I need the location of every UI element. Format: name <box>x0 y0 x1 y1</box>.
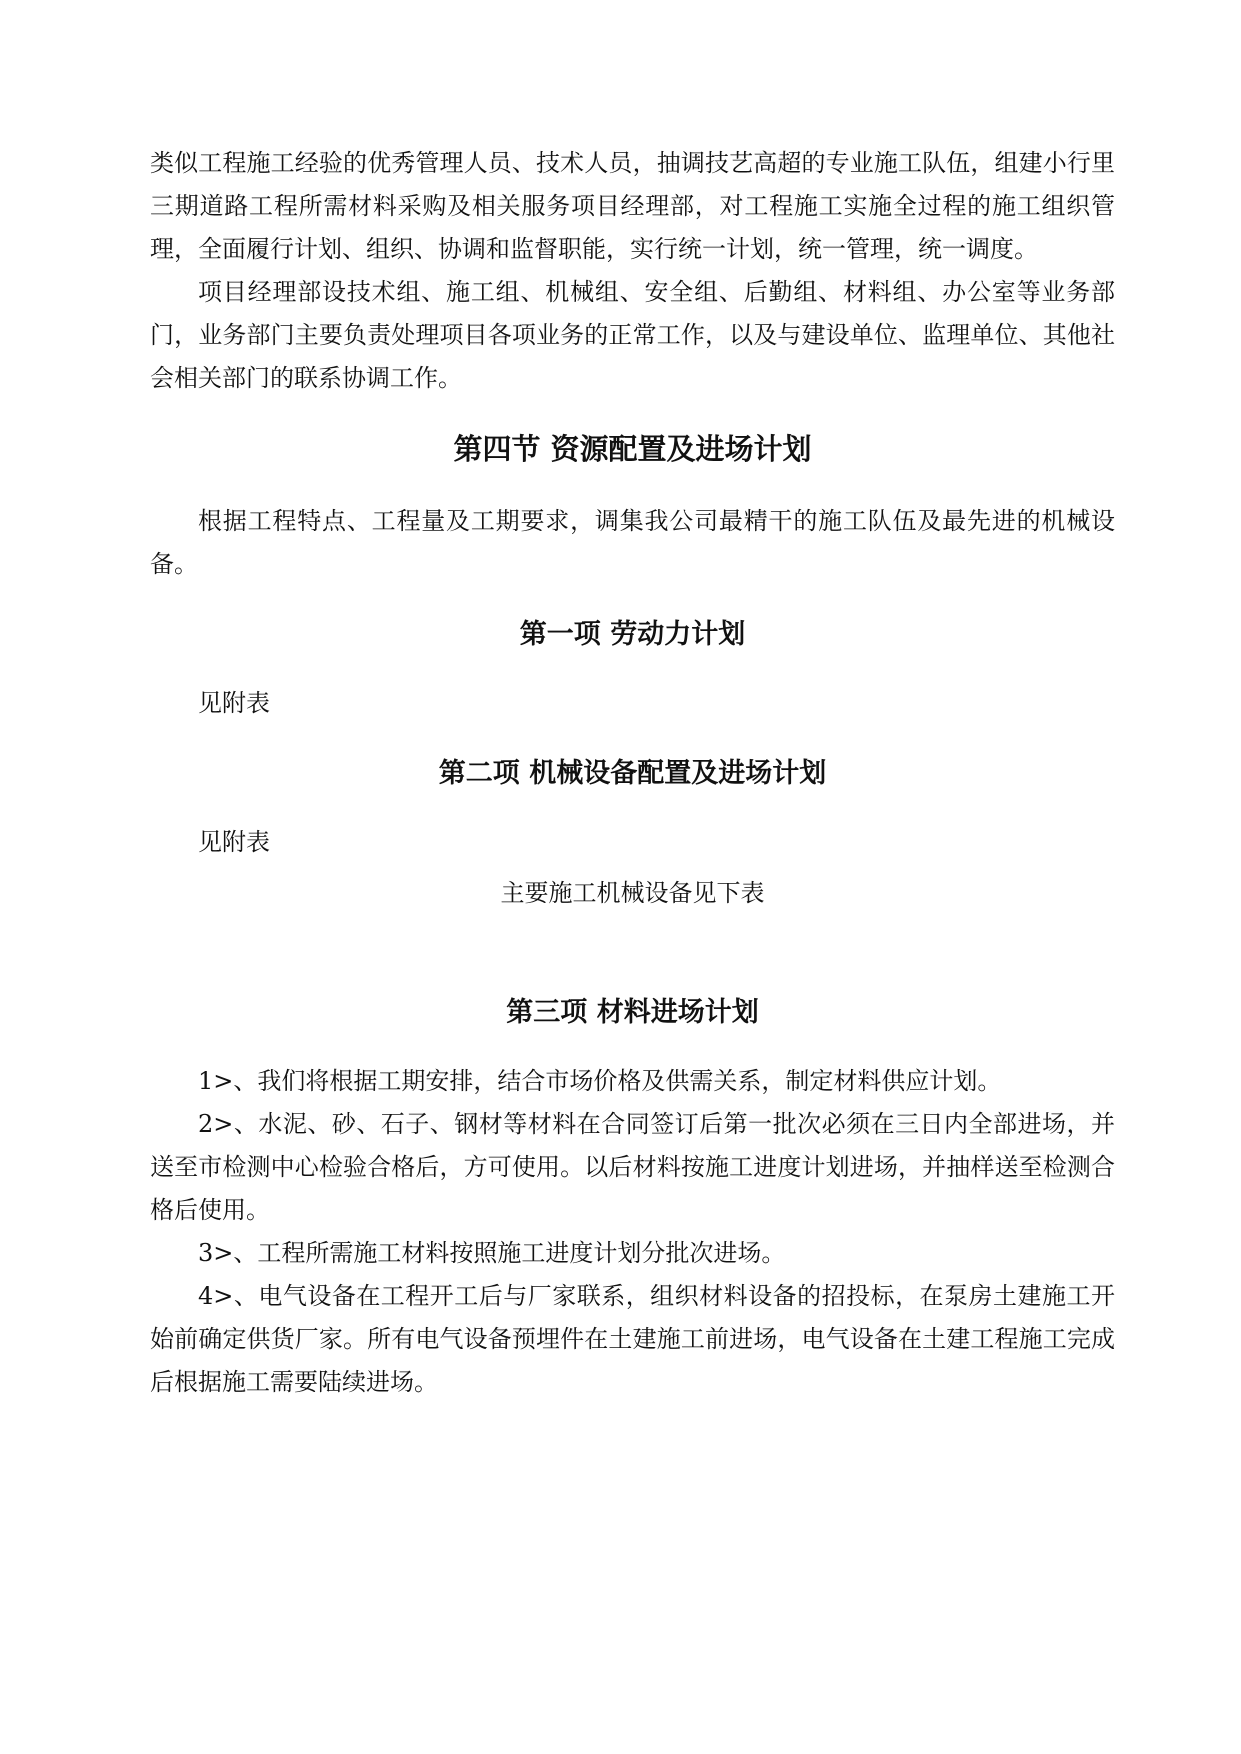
document-page <box>150 142 1115 1404</box>
equipment-plan-heading: 第二项 机械设备配置及进场计划 <box>438 758 827 789</box>
labor-plan-heading: 第一项 劳动力计划 <box>519 619 746 650</box>
section-heading: 第四节 资源配置及进场计划 <box>453 432 812 466</box>
departments-paragraph: 项目经理部设技术组、施工组、机械组、安全组、后勤组、材料组、办公室等业务部门，业务部门主要负责处理项目各项业务的正常工作，以及与建设单位、监理单位、其他社会相关部门的联系协调工作。 <box>150 278 1115 392</box>
material-plan-heading: 第三项 材料进场计划 <box>506 997 759 1028</box>
material-point-2: 2>、水泥、砂、石子、钢材等材料在合同签订后第一批次必须在三日内全部进场，并送至市检测中心检验合格后，方可使用。以后材料按施工进度计划进场，并抽样送至检测合格后使用。 <box>150 1110 1115 1224</box>
labor-plan-note: 见附表 <box>198 689 270 717</box>
material-point-1: 1>、我们将根据工期安排，结合市场价格及供需关系，制定材料供应计划。 <box>198 1067 1002 1095</box>
equipment-plan-note: 见附表 <box>198 828 270 856</box>
material-point-3: 3>、工程所需施工材料按照施工进度计划分批次进场。 <box>198 1239 786 1267</box>
blank-spacer <box>150 915 1115 964</box>
section-body-paragraph: 根据工程特点、工程量及工期要求，调集我公司最精干的施工队伍及最先进的机械设备。 <box>150 507 1115 578</box>
material-point-4: 4>、电气设备在工程开工后与厂家联系，组织材料设备的招投标，在泵房土建施工开始前确定供货厂家。所有电气设备预埋件在土建施工前进场，电气设备在土建工程施工完成后根据施工需要陆续进场。 <box>150 1282 1115 1396</box>
equipment-table-caption: 主要施工机械设备见下表 <box>500 879 765 907</box>
intro-continuation-paragraph: 类似工程施工经验的优秀管理人员、技术人员，抽调技艺高超的专业施工队伍，组建小行里三期道路工程所需材料采购及相关服务项目经理部，对工程施工实施全过程的施工组织管理，全面履行计划、组织、协调和监督职能，实行统一计划，统一管理，统一调度。 <box>150 149 1115 263</box>
